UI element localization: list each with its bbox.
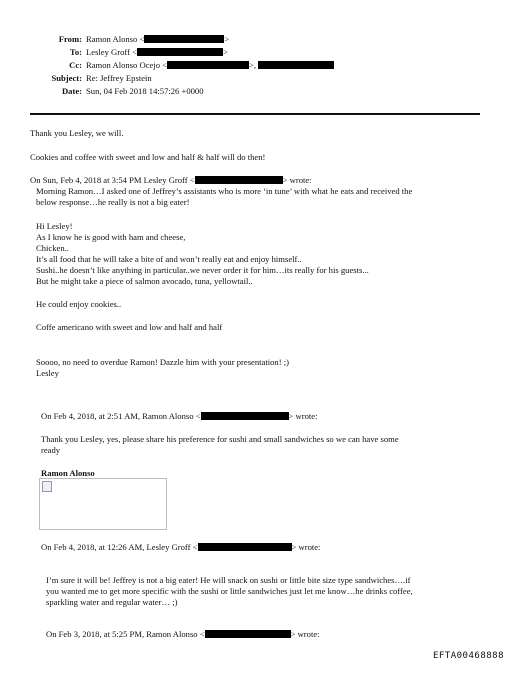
quote-header-2: On Feb 4, 2018, at 2:51 AM, Ramon Alonso < > wrote: (41, 411, 318, 421)
quote2-line: ready (41, 445, 61, 455)
quote1-line: Sushi..he doesn’t like anything in particular..we never order it for him…its really for his guests... (36, 265, 369, 275)
reply-line-2: Cookies and coffee with sweet and low and half & half will do then! (30, 152, 266, 162)
quote1-line: below response…he really is not a big eater! (36, 197, 190, 207)
subject-value: Re: Jeffrey Epstein (86, 73, 152, 83)
redaction-bar (195, 176, 283, 184)
redaction-bar (144, 35, 224, 43)
from-label: From: (58, 34, 82, 44)
from-value: Ramon Alonso < > (86, 34, 230, 44)
quote-header-3: On Feb 4, 2018, at 12:26 AM, Lesley Groff < > wrote: (41, 542, 321, 552)
quote3-line: you wanted me to get more specific with the sushi or little sandwiches just let me know…he drinks coffee, (46, 586, 413, 596)
quote1-line: Chicken.. (36, 243, 69, 253)
quote-header-1: On Sun, Feb 4, 2018 at 3:54 PM Lesley Groff < > wrote: (30, 175, 312, 185)
quote1-line: Soooo, no need to overdue Ramon! Dazzle him with your presentation! ;) (36, 357, 289, 367)
cc-value: Ramon Alonso Ocejo < >, (86, 60, 334, 71)
date-value: Sun, 04 Feb 2018 14:57:26 +0000 (86, 86, 204, 96)
quote3-line: I’m sure it will be! Jeffrey is not a big eater! He will snack on sushi or little bite size type sandwiches….if (46, 575, 411, 585)
header-divider (30, 113, 480, 115)
quote2-line: Thank you Lesley, yes, please share his preference for sushi and small sandwiches so we can have some (41, 434, 399, 444)
broken-image-icon (42, 481, 52, 492)
redaction-bar (258, 61, 334, 69)
quote1-line: He could enjoy cookies.. (36, 299, 122, 309)
reply-line-1: Thank you Lesley, we will. (30, 128, 124, 138)
quote1-line: Coffe americano with sweet and low and half and half (36, 322, 223, 332)
quote1-line: It’s all food that he will take a bite of and won’t really eat and enjoy himself.. (36, 254, 302, 264)
quote1-line: But he might take a piece of salmon avocado, tuna, yellowtail.. (36, 276, 253, 286)
quote1-line: As I know he is good with ham and cheese, (36, 232, 186, 242)
quote1-line: Lesley (36, 368, 59, 378)
redaction-bar (201, 412, 289, 420)
quote-header-4: On Feb 3, 2018, at 5:25 PM, Ramon Alonso < > wrote: (46, 629, 320, 639)
subject-label: Subject: (51, 73, 82, 83)
cc-label: Cc: (69, 60, 82, 70)
quote3-line: sparkling water and regular water… ;) (46, 597, 178, 607)
to-value: Lesley Groff < > (86, 47, 228, 57)
redaction-bar (137, 48, 223, 56)
bates-number: EFTA00468888 (432, 651, 504, 661)
to-label: To: (69, 47, 82, 57)
signature-image-placeholder (39, 478, 167, 530)
redaction-bar (205, 630, 291, 638)
date-label: Date: (61, 86, 82, 96)
redaction-bar (198, 543, 292, 551)
quote1-line: Morning Ramon…I asked one of Jeffrey’s assistants who is more ‘in tune’ with what he eats and received the (36, 186, 413, 196)
redaction-bar (167, 61, 249, 69)
signature-name: Ramon Alonso (41, 468, 95, 478)
quote1-line: Hi Lesley! (36, 221, 73, 231)
